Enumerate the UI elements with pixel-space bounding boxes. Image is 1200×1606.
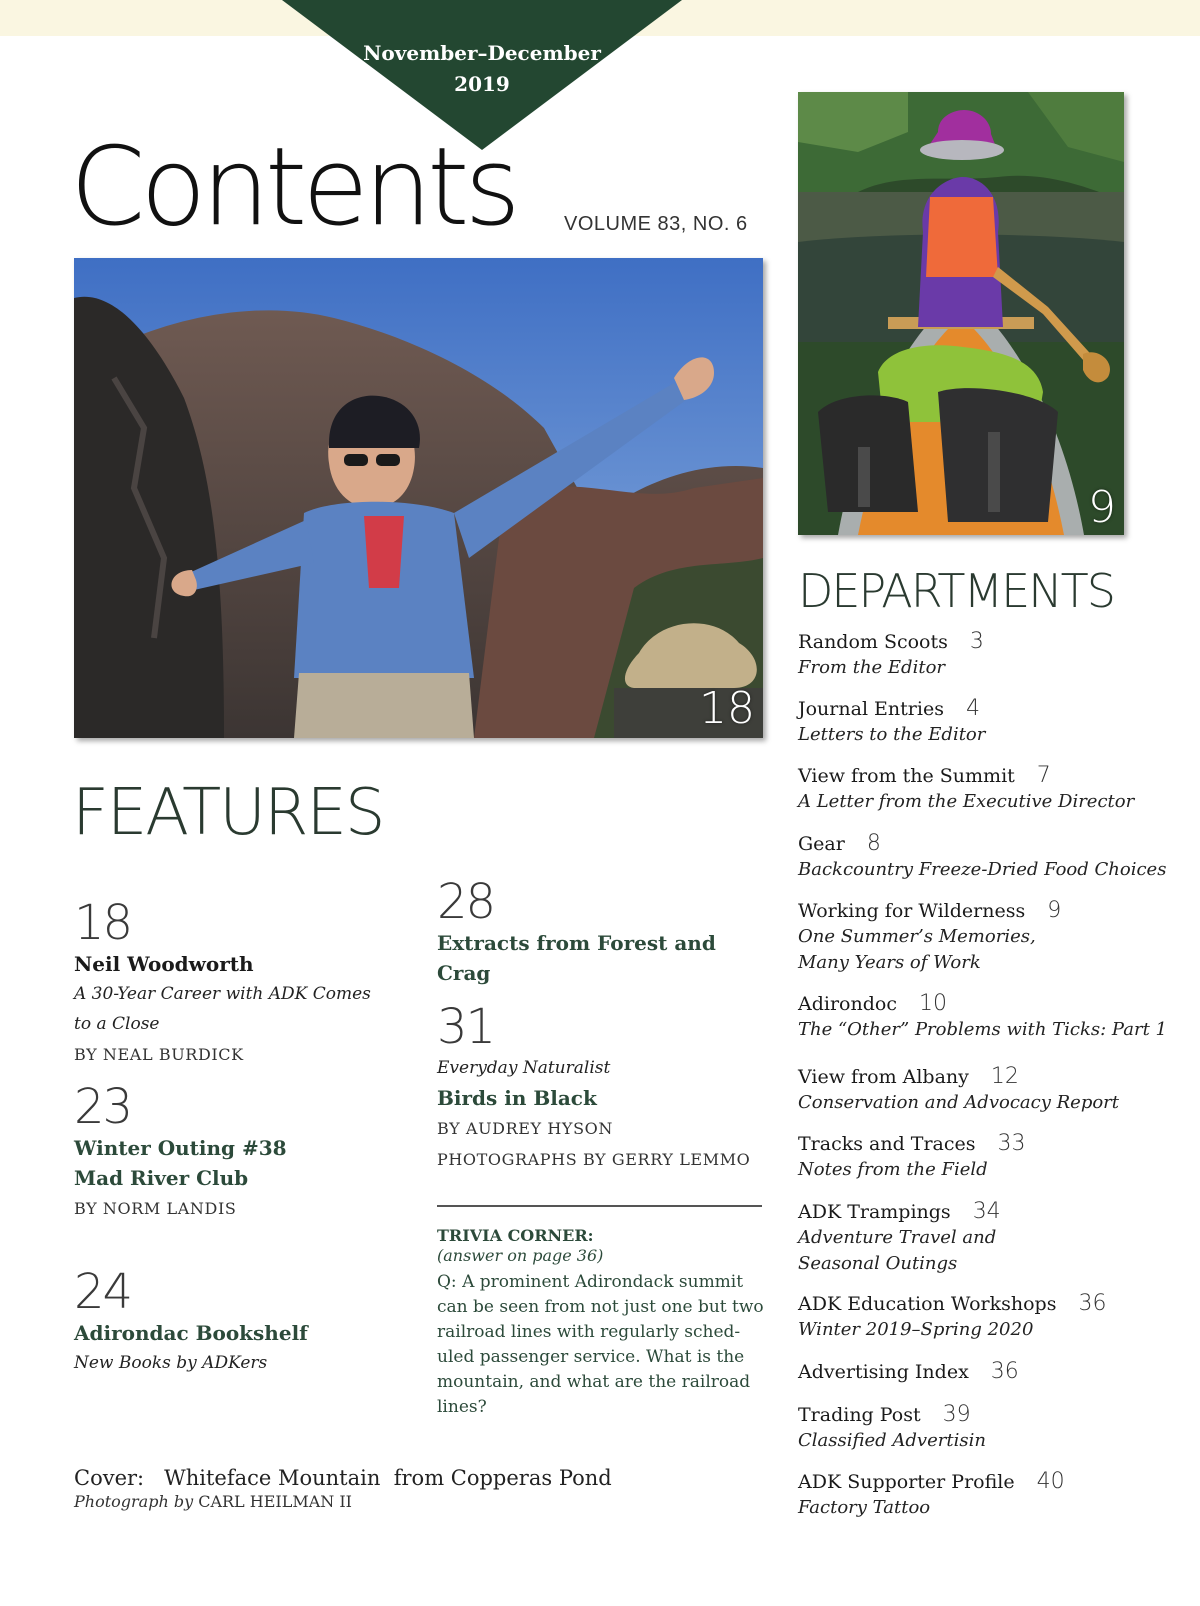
feature-page-number: 24 [74, 1264, 132, 1320]
feature-photo-page-number: 18 [699, 683, 755, 734]
department-page: 10 [918, 991, 947, 1016]
department-item[interactable] [798, 1402, 986, 1454]
department-page: 8 [866, 831, 881, 856]
feature-title: Winter Outing #38 [74, 1136, 287, 1160]
department-item[interactable] [798, 1291, 1106, 1343]
department-title: Advertising Index [798, 1361, 969, 1383]
department-subtitle: One Summer’s Memories, [798, 926, 1036, 947]
department-page: 34 [972, 1199, 1001, 1224]
department-title: ADK Trampings [798, 1201, 951, 1223]
feature-kicker: Everyday Naturalist [437, 1058, 611, 1078]
department-subtitle: Factory Tattoo [798, 1497, 931, 1518]
department-subtitle: Adventure Travel and [798, 1227, 997, 1248]
feature-item-bookshelf[interactable] [74, 1266, 414, 1378]
department-subtitle-cont: Many Years of Work [798, 952, 981, 973]
department-item[interactable] [798, 1131, 1026, 1183]
feature-page-number: 31 [437, 999, 495, 1055]
feature-photo-hiker[interactable] [74, 258, 763, 738]
issue-year: 2019 [454, 72, 510, 96]
issue-date [332, 38, 632, 100]
department-page: 36 [990, 1359, 1019, 1384]
feature-page-number: 18 [74, 895, 132, 951]
feature-byline: BY AUDREY HYSON [437, 1119, 613, 1138]
department-photo-page-number: 9 [1088, 482, 1116, 533]
department-page: 9 [1047, 898, 1062, 923]
feature-byline: BY NORM LANDIS [74, 1199, 237, 1218]
trivia-divider [437, 1205, 762, 1207]
department-subtitle: From the Editor [798, 657, 946, 678]
department-subtitle: Letters to the Editor [798, 724, 986, 745]
department-title: Trading Post [798, 1404, 921, 1426]
feature-item-extracts[interactable] [437, 876, 767, 988]
department-item[interactable] [798, 1469, 1065, 1521]
department-title: ADK Supporter Profile [798, 1471, 1015, 1493]
feature-item-winter-outing[interactable] [74, 1081, 414, 1224]
department-page: 36 [1078, 1291, 1107, 1316]
feature-item-woodworth[interactable] [74, 897, 414, 1070]
trivia-heading: TRIVIA CORNER: [437, 1226, 594, 1245]
department-title: Gear [798, 833, 845, 855]
department-subtitle: Notes from the Field [798, 1159, 988, 1180]
feature-title: Adirondac Bookshelf [74, 1321, 308, 1345]
page-title: Contents [70, 125, 516, 250]
feature-subtitle-cont: to a Close [74, 1014, 160, 1034]
credit-prefix: Photograph by [74, 1492, 194, 1511]
department-item[interactable] [798, 991, 1167, 1043]
credit-name: CARL HEILMAN II [198, 1492, 352, 1511]
department-subtitle-cont: Seasonal Outings [798, 1253, 958, 1274]
department-item[interactable] [798, 1064, 1119, 1116]
department-title: Tracks and Traces [798, 1133, 976, 1155]
feature-subtitle: New Books by ADKers [74, 1353, 268, 1373]
department-photo-canoe[interactable] [798, 92, 1124, 535]
department-page: 40 [1036, 1469, 1065, 1494]
department-item[interactable] [798, 898, 1061, 976]
department-title: Adirondoc [798, 993, 897, 1015]
canoe-photo-illustration [798, 92, 1124, 535]
department-title: Journal Entries [798, 698, 944, 720]
departments-heading: DEPARTMENTS [798, 564, 1114, 618]
feature-title: Birds in Black [437, 1086, 597, 1110]
department-subtitle: Classified Advertisin [798, 1430, 986, 1451]
department-subtitle: The “Other” Problems with Ticks: Part 1 [798, 1019, 1167, 1040]
trivia-corner [437, 1226, 767, 1420]
feature-photo-credit: PHOTOGRAPHS BY GERRY LEMMO [437, 1150, 751, 1169]
feature-byline: BY NEAL BURDICK [74, 1045, 244, 1064]
department-title: Working for Wilderness [798, 900, 1026, 922]
department-title: View from the Summit [798, 765, 1015, 787]
feature-item-birds[interactable] [437, 1001, 767, 1175]
issue-month: November–December [363, 41, 601, 65]
trivia-question: Q: A prominent Adirondack summit can be seen from not just one but two railroad lines with regularly sched-uled passenger service. What is the mountain, and what are the railroad lines? [437, 1272, 764, 1417]
feature-title-cont: Mad River Club [74, 1166, 249, 1190]
feature-title: Neil Woodworth [74, 952, 254, 976]
feature-title: Extracts from Forest and Crag [437, 931, 716, 985]
department-item[interactable] [798, 831, 1166, 883]
department-page: 39 [942, 1402, 971, 1427]
cover-description: Cover: Whiteface Mountain from Copperas Pond [74, 1466, 612, 1490]
cover-credit-block [74, 1466, 612, 1511]
feature-page-number: 23 [74, 1079, 132, 1135]
department-page: 33 [997, 1131, 1026, 1156]
feature-page-number: 28 [437, 874, 495, 930]
department-item[interactable] [798, 763, 1134, 815]
department-title: ADK Education Workshops [798, 1293, 1057, 1315]
department-page: 7 [1036, 763, 1051, 788]
department-subtitle: Winter 2019–Spring 2020 [798, 1319, 1034, 1340]
department-item[interactable] [798, 1359, 1019, 1385]
department-title: Random Scoots [798, 631, 948, 653]
department-page: 3 [969, 629, 984, 654]
trivia-answer-note: (answer on page 36) [437, 1246, 604, 1265]
features-heading: FEATURES [72, 776, 384, 850]
department-title: View from Albany [798, 1066, 969, 1088]
department-subtitle: Conservation and Advocacy Report [798, 1092, 1120, 1113]
department-item[interactable] [798, 629, 984, 681]
volume-number: VOLUME 83, NO. 6 [564, 213, 748, 235]
hiker-photo-illustration [74, 258, 763, 738]
department-subtitle: Backcountry Freeze-Dried Food Choices [798, 859, 1167, 880]
department-page: 4 [965, 696, 980, 721]
department-item[interactable] [798, 1199, 1001, 1277]
department-subtitle: A Letter from the Executive Director [798, 791, 1135, 812]
feature-subtitle: A 30-Year Career with ADK Comes [74, 984, 371, 1004]
department-item[interactable] [798, 696, 985, 748]
cover-photo-credit [74, 1492, 612, 1511]
department-page: 12 [990, 1064, 1019, 1089]
